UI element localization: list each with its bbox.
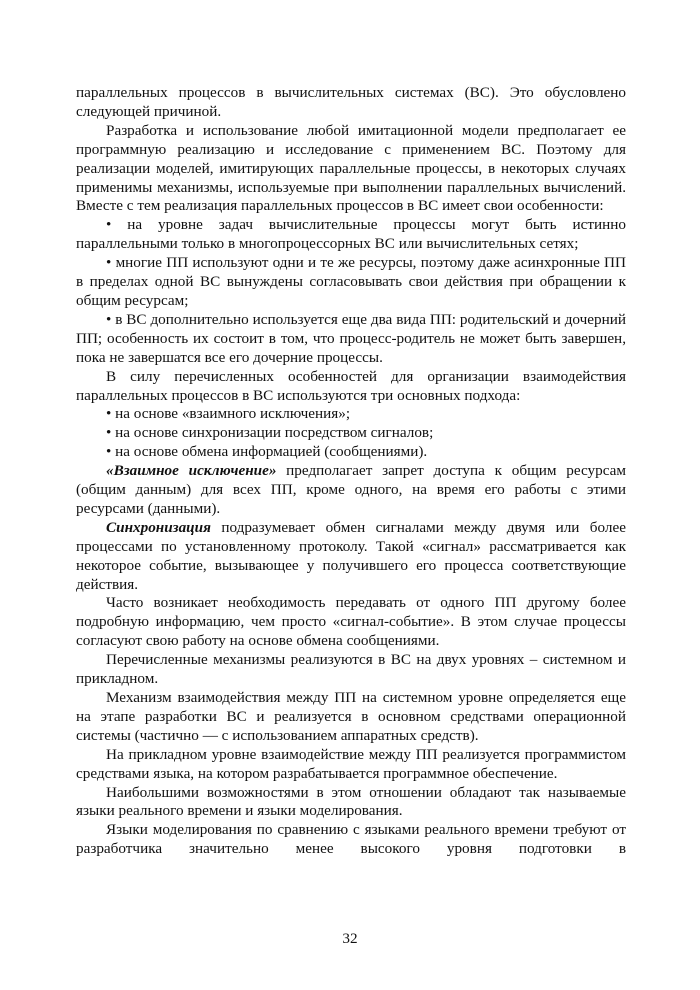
paragraph-approaches: В силу перечисленных особенностей для организации взаимодействия параллельных процессов в ВС используются три основных подхода: (76, 367, 626, 404)
bullet-shared-resources: • многие ПП используют одни и те же ресурсы, поэтому даже асинхронные ПП в пределах одной ВС вынуждены согласовывать свои действия при обращении к общим ресурсам; (76, 254, 626, 309)
paragraph-levels: Перечисленные механизмы реализуются в ВС на двух уровнях – системном и прикладном. (76, 651, 626, 688)
synchronization-definition: подразумевает обмен сигналами между двумя или более процессами по установленному протоколу. Такой «сигнал» рассматривается как некоторое событие, вызывающее у получившего его процесса соответствующие действия. (76, 518, 626, 593)
term-mutual-exclusion: «Взаимное исключение» (106, 462, 277, 480)
term-synchronization: Синхронизация (106, 518, 211, 536)
paragraph-languages: Наибольшими возможностями в этом отношении обладают так называемые языки реального времени и языки моделирования. (76, 783, 626, 820)
approach-item-mutual-exclusion: • на основе «взаимного исключения»; (106, 405, 351, 423)
page-body (76, 84, 626, 859)
paragraph-system-level: Механизм взаимодействия между ПП на системном уровне определяется еще на этапе разработки ВС и реализуется в основном средствами операционной системы (частично — с использованием аппаратных средств). (76, 689, 626, 744)
mutual-exclusion-definition: предполагает запрет доступа к общим ресурсам (общим данным) для всех ПП, кроме одного, на время его работы с этими ресурсами (данными). (76, 462, 626, 517)
bullet-true-parallel: • на уровне задач вычислительные процессы могут быть истинно параллельными только в многопроцессорных ВС или вычислительных сетях; (76, 216, 626, 253)
paragraph-mutual-exclusion (76, 462, 626, 519)
paragraph-messages: Часто возникает необходимость передавать от одного ПП другому более подробную информацию, чем просто «сигнал-событие». В этом случае процессы согласуют свою работу на основе обмена сообщениями. (76, 594, 626, 650)
paragraph-modeling-languages: Языки моделирования по сравнению с языками реального времени требуют от разработчика значительно менее высокого уровня подготовки в (76, 821, 626, 858)
paragraph-development: Разработка и использование любой имитационной модели предполагает ее программную реализацию и исследование с применением ВС. Поэтому для реализации моделей, имитирующих параллельные процессы, в некоторых случаях применимы механизмы, используемые при выполнении параллельных вычислений. Вместе с тем реализация параллельных процессов в ВС имеет свои особенности: (76, 121, 626, 215)
approach-item-messages: • на основе обмена информацией (сообщениями). (106, 443, 428, 461)
bullet-parent-child: • в ВС дополнительно используется еще два вида ПП: родительский и дочерний ПП; особенность их состоит в том, что процесс-родитель не может быть завершен, пока не завершатся все его дочерние процессы. (76, 310, 626, 366)
paragraph-continuation: параллельных процессов в вычислительных системах (ВС). Это обусловлено следующей причиной. (76, 84, 626, 120)
approach-item-signals: • на основе синхронизации посредством сигналов; (106, 424, 434, 442)
paragraph-synchronization (76, 519, 626, 595)
paragraph-application-level: На прикладном уровне взаимодействие между ПП реализуется программистом средствами языка, на котором разрабатывается программное обеспечение. (76, 745, 626, 782)
page-number: 32 (342, 930, 358, 947)
